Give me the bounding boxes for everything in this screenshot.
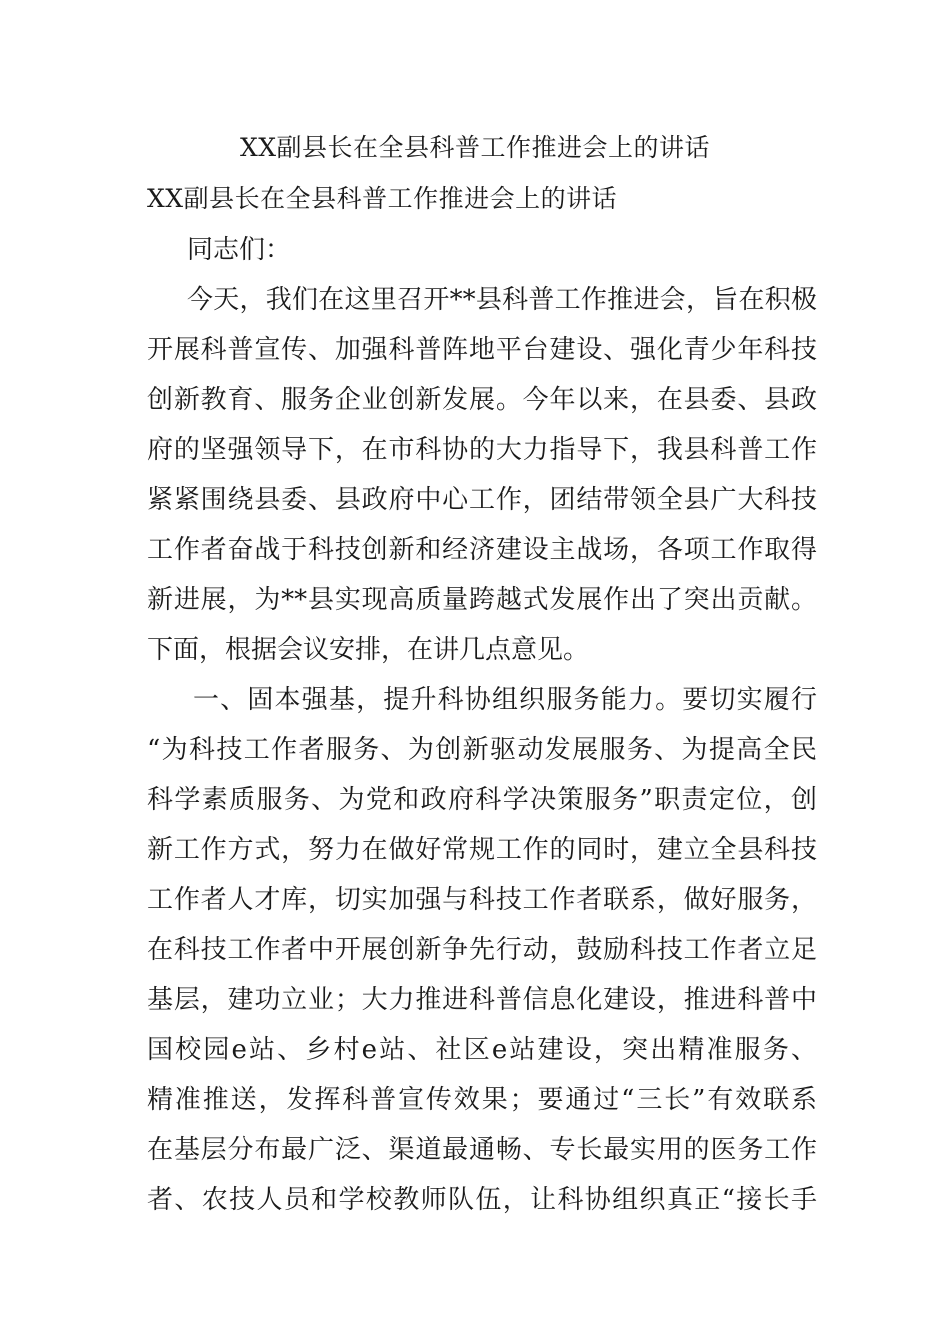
paragraph-line: 开展科普宣传、加强科普阵地平台建设、强化青少年科技	[147, 335, 817, 365]
paragraph-line: 一、固本强基，提升科协组织服务能力。要切实履行	[193, 685, 817, 715]
paragraph-line: 精准推送，发挥科普宣传效果；要通过“三长”有效联系	[147, 1085, 817, 1115]
paragraph-line: 府的坚强领导下，在市科协的大力指导下，我县科普工作	[147, 435, 817, 465]
paragraph-line: 工作者奋战于科技创新和经济建设主战场，各项工作取得	[147, 535, 817, 565]
paragraph-line: 新进展，为**县实现高质量跨越式发展作出了突出贡献。	[147, 585, 817, 615]
paragraph-line: 基层，建功立业；大力推进科普信息化建设，推进科普中	[147, 985, 817, 1015]
paragraph-line: 下面，根据会议安排，在讲几点意见。	[147, 635, 590, 665]
paragraph-line: 科学素质服务、为党和政府科学决策服务”职责定位，创	[147, 785, 817, 815]
paragraph-line: 工作者人才库，切实加强与科技工作者联系，做好服务，	[147, 885, 817, 915]
salutation: 同志们：	[187, 235, 292, 265]
paragraph-1	[147, 275, 817, 675]
paragraph-line: 今天，我们在这里召开**县科普工作推进会，旨在积极	[187, 285, 817, 315]
paragraph-line: 国校园e站、乡村e站、社区e站建设，突出精准服务、	[147, 1035, 817, 1065]
paragraph-line: 创新教育、服务企业创新发展。今年以来，在县委、县政	[147, 385, 817, 415]
document-title: XX副县长在全县科普工作推进会上的讲话	[239, 133, 711, 162]
paragraph-line: “为科技工作者服务、为创新驱动发展服务、为提高全民	[147, 735, 817, 765]
document-subtitle: XX副县长在全县科普工作推进会上的讲话	[147, 184, 618, 213]
paragraph-line: 紧紧围绕县委、县政府中心工作，团结带领全县广大科技	[147, 485, 817, 515]
paragraph-line: 在基层分布最广泛、渠道最通畅、专长最实用的医务工作	[147, 1135, 817, 1165]
paragraph-line: 在科技工作者中开展创新争先行动，鼓励科技工作者立足	[147, 935, 817, 965]
paragraph-line: 新工作方式，努力在做好常规工作的同时，建立全县科技	[147, 835, 817, 865]
paragraph-2	[147, 675, 817, 1225]
paragraph-line: 者、农技人员和学校教师队伍，让科协组织真正“接长手	[147, 1185, 817, 1215]
